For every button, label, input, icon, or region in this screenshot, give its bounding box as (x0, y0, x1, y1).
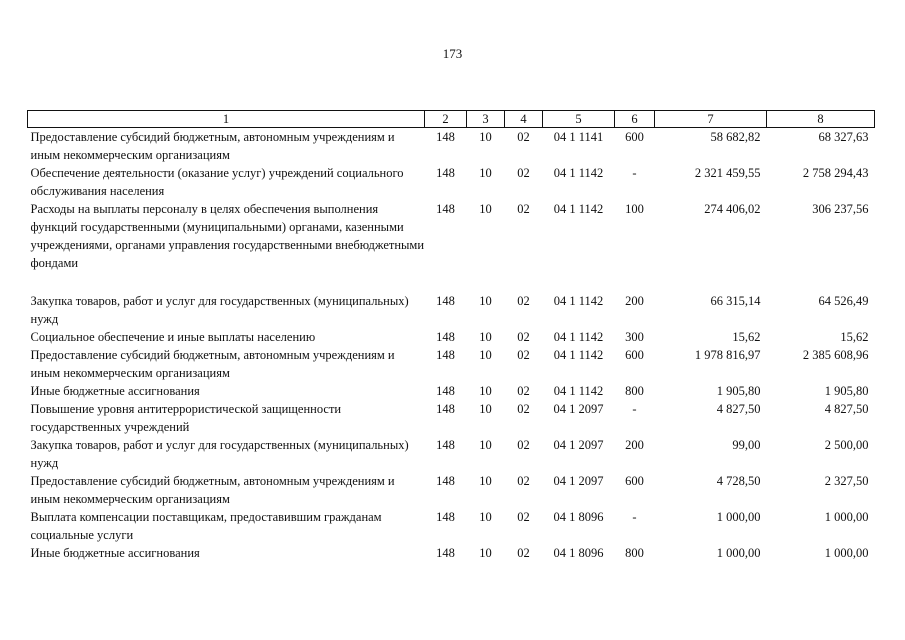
cell-col2: 148 (436, 166, 455, 180)
cell-col8: 4 827,50 (824, 402, 869, 416)
cell-col8: 15,62 (840, 330, 869, 344)
column-header-3: 3 (467, 111, 505, 128)
table-row (28, 508, 875, 544)
cell-col4: 02 (517, 438, 530, 452)
cell-col7: 4 728,50 (716, 474, 761, 488)
cell-col5: 04 1 1142 (553, 202, 604, 216)
column-header-1: 1 (28, 111, 425, 128)
cell-col6: 800 (625, 546, 644, 560)
row-name: Обеспечение деятельности (оказание услуг) учреждений социального обслуживания населения (30, 166, 404, 198)
cell-col6: - (632, 402, 637, 416)
cell-col3: 10 (479, 402, 492, 416)
header-row (28, 111, 875, 128)
cell-col5: 04 1 1142 (553, 384, 604, 398)
budget-table (27, 110, 875, 562)
cell-col7: 99,00 (732, 438, 761, 452)
cell-col2: 148 (436, 130, 455, 144)
row-name: Предоставление субсидий бюджетным, автономным учреждениям и иным некоммерческим организациям (30, 474, 395, 506)
cell-col2: 148 (436, 438, 455, 452)
table-row (28, 128, 875, 165)
cell-col5: 04 1 1142 (553, 330, 604, 344)
cell-col4: 02 (517, 510, 530, 524)
table-row (28, 472, 875, 508)
table-row (28, 436, 875, 472)
cell-col3: 10 (479, 330, 492, 344)
cell-col6: 600 (625, 348, 644, 362)
cell-col8: 2 385 608,96 (802, 348, 869, 362)
cell-col3: 10 (479, 546, 492, 560)
cell-col5: 04 1 8096 (553, 546, 604, 560)
cell-col8: 2 500,00 (824, 438, 869, 452)
cell-col4: 02 (517, 166, 530, 180)
row-name: Выплата компенсации поставщикам, предоставившим гражданам социальные услуги (30, 510, 382, 542)
cell-col2: 148 (436, 384, 455, 398)
cell-col3: 10 (479, 510, 492, 524)
page-number: 173 (442, 46, 463, 61)
cell-col4: 02 (517, 330, 530, 344)
cell-col3: 10 (479, 384, 492, 398)
cell-col8: 2 327,50 (824, 474, 869, 488)
cell-col3: 10 (479, 294, 492, 308)
cell-col2: 148 (436, 474, 455, 488)
row-name: Иные бюджетные ассигнования (30, 384, 200, 398)
column-header-5: 5 (543, 111, 615, 128)
table-row (28, 292, 875, 328)
cell-col7: 1 905,80 (716, 384, 761, 398)
cell-col4: 02 (517, 384, 530, 398)
row-name: Иные бюджетные ассигнования (30, 546, 200, 560)
cell-col4: 02 (517, 130, 530, 144)
column-header-7: 7 (655, 111, 767, 128)
cell-col7: 58 682,82 (710, 130, 761, 144)
cell-col6: - (632, 166, 637, 180)
cell-col8: 1 000,00 (824, 510, 869, 524)
cell-col5: 04 1 8096 (553, 510, 604, 524)
cell-col5: 04 1 2097 (553, 402, 604, 416)
cell-col2: 148 (436, 546, 455, 560)
cell-col5: 04 1 1141 (553, 130, 604, 144)
cell-col3: 10 (479, 438, 492, 452)
cell-col6: 600 (625, 130, 644, 144)
cell-col4: 02 (517, 294, 530, 308)
cell-col8: 1 905,80 (824, 384, 869, 398)
row-name: Социальное обеспечение и иные выплаты населению (30, 330, 316, 344)
column-header-6: 6 (615, 111, 655, 128)
cell-col3: 10 (479, 130, 492, 144)
cell-col7: 2 321 459,55 (694, 166, 761, 180)
cell-col6: 200 (625, 438, 644, 452)
cell-col5: 04 1 2097 (553, 474, 604, 488)
table-spacer (28, 272, 875, 292)
table-row (28, 382, 875, 400)
column-header-8: 8 (767, 111, 875, 128)
cell-col4: 02 (517, 474, 530, 488)
cell-col5: 04 1 1142 (553, 348, 604, 362)
cell-col2: 148 (436, 294, 455, 308)
table-row (28, 164, 875, 200)
cell-col3: 10 (479, 474, 492, 488)
cell-col8: 306 237,56 (812, 202, 869, 216)
row-name: Повышение уровня антитеррористической защищенности государственных учреждений (30, 402, 342, 434)
cell-col2: 148 (436, 402, 455, 416)
cell-col8: 2 758 294,43 (802, 166, 869, 180)
cell-col8: 1 000,00 (824, 546, 869, 560)
cell-col3: 10 (479, 202, 492, 216)
cell-col7: 66 315,14 (710, 294, 761, 308)
cell-col6: 800 (625, 384, 644, 398)
cell-col2: 148 (436, 202, 455, 216)
cell-col4: 02 (517, 546, 530, 560)
cell-col4: 02 (517, 348, 530, 362)
table-row (28, 346, 875, 382)
cell-col6: 300 (625, 330, 644, 344)
cell-col5: 04 1 1142 (553, 294, 604, 308)
cell-col6: 100 (625, 202, 644, 216)
cell-col2: 148 (436, 330, 455, 344)
row-name: Закупка товаров, работ и услуг для государственных (муниципальных) нужд (30, 294, 409, 326)
cell-col7: 274 406,02 (704, 202, 761, 216)
spacer-cell (28, 272, 875, 292)
column-header-2: 2 (425, 111, 467, 128)
row-name: Предоставление субсидий бюджетным, автономным учреждениям и иным некоммерческим организациям (30, 348, 395, 380)
cell-col6: - (632, 510, 637, 524)
cell-col2: 148 (436, 510, 455, 524)
cell-col6: 600 (625, 474, 644, 488)
cell-col7: 1 978 816,97 (694, 348, 761, 362)
table-row (28, 328, 875, 346)
cell-col5: 04 1 1142 (553, 166, 604, 180)
cell-col7: 1 000,00 (716, 510, 761, 524)
cell-col2: 148 (436, 348, 455, 362)
table-row (28, 200, 875, 272)
cell-col8: 64 526,49 (818, 294, 869, 308)
cell-col7: 15,62 (732, 330, 761, 344)
cell-col7: 1 000,00 (716, 546, 761, 560)
cell-col5: 04 1 2097 (553, 438, 604, 452)
column-header-4: 4 (505, 111, 543, 128)
cell-col8: 68 327,63 (818, 130, 869, 144)
row-name: Закупка товаров, работ и услуг для государственных (муниципальных) нужд (30, 438, 409, 470)
cell-col7: 4 827,50 (716, 402, 761, 416)
cell-col3: 10 (479, 348, 492, 362)
table-row (28, 544, 875, 562)
table-row (28, 400, 875, 436)
cell-col3: 10 (479, 166, 492, 180)
row-name: Расходы на выплаты персоналу в целях обеспечения выполнения функций государственными (муниципальными) органами, казенными учреждениями, органами управления государственными внебюджетными фондами (30, 202, 425, 270)
row-name: Предоставление субсидий бюджетным, автономным учреждениям и иным некоммерческим организациям (30, 130, 395, 162)
cell-col4: 02 (517, 202, 530, 216)
cell-col6: 200 (625, 294, 644, 308)
cell-col4: 02 (517, 402, 530, 416)
